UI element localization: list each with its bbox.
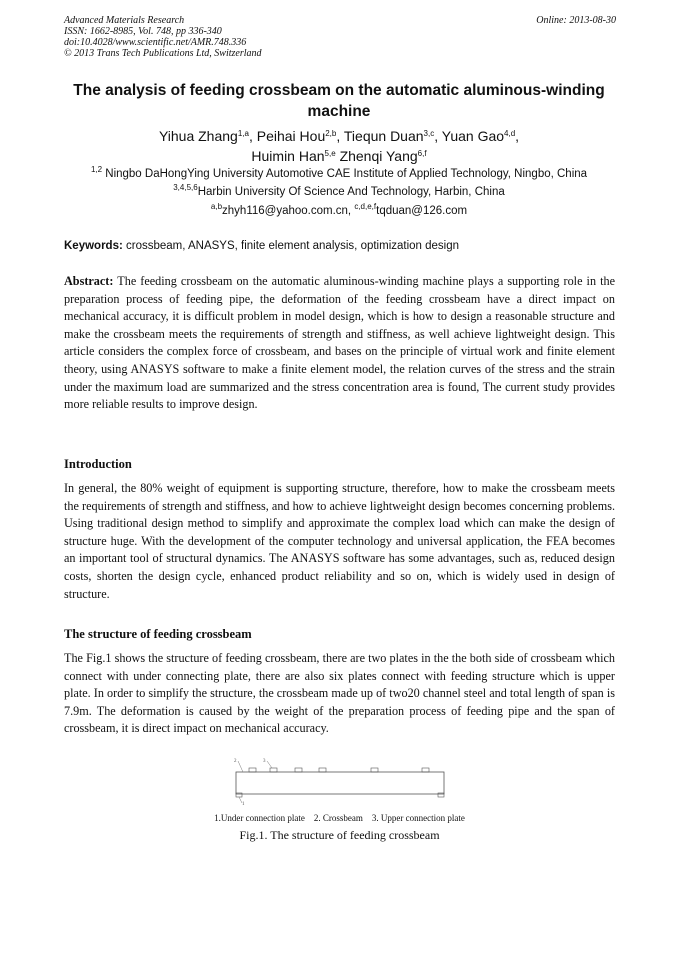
section-paragraph: The Fig.1 shows the structure of feeding crossbeam, there are two plates in the the both side of crossbeam which connect with under connecting plate, there are also six plates connect with feeding structure which is upper plate. In order to simplify the structure, the crossbeam made up of two20 channel steel and total length of span is 7.9m. The deformation is caused by the weight of the preparation process of feeding pipe and the span of crossbeam, it is direct impact on mechanical accuracy. (64, 651, 615, 736)
upper-plate (371, 768, 378, 772)
journal-name: Advanced Materials Research (64, 15, 185, 26)
figure-label-2: 2 (234, 759, 237, 764)
abstract-label: Abstract: (64, 274, 114, 288)
figure-caption: Fig.1. The structure of feeding crossbeam (239, 828, 440, 842)
author-list (60, 126, 618, 166)
abstract-text: The feeding crossbeam on the automatic aluminous-winding machine plays a supporting role in the preparation process of feeding pipe, the deformation of the feeding crossbeam have a direct impact on mechanical accuracy, it is difficult problem in model design, which is how to design a reasonable structure and make the crossbeam meets the requirements of strength and stiffness, as well achieve lightweight design. This article considers the complex force of crossbeam, and bases on the principle of virtual work and finite element theory, using ANASYS software to make a finite element model, the relation curves of the stress and the strain under the maximum load are summarized and the stress concentration area is found, The current study provides more reliable results to improve design. (64, 274, 615, 412)
author: Zhenqi Yang$^{6,f}$ (339, 148, 427, 164)
affiliation-1: $^{1,2}$ Ningbo DaHongYing University Automotive CAE Institute of Applied Technology, Ningbo, China (90, 165, 588, 180)
online-date: Online: 2013-08-30 (536, 15, 616, 26)
upper-plate (270, 768, 277, 772)
figure-label-3: 3 (263, 759, 266, 764)
under-plate-right (438, 793, 444, 797)
upper-plate (295, 768, 302, 772)
figure-label-1: 1 (242, 802, 245, 806)
keywords (64, 240, 616, 252)
author: Yihua Zhang$^{1,a}$, (158, 128, 257, 144)
abstract (64, 273, 615, 414)
section-heading: Introduction (64, 457, 132, 471)
upper-plate (422, 768, 429, 772)
crossbeam-figure (232, 756, 448, 806)
doi: doi:10.4028/www.scientific.net/AMR.748.336 (64, 37, 247, 48)
keywords-label: Keywords: (64, 240, 123, 252)
author: Tiequn Duan$^{3,c}$, (343, 128, 442, 144)
paper-title: The analysis of feeding crossbeam on the automatic aluminous-winding machine (73, 82, 605, 120)
author: Yuan Gao$^{4,d}$, (441, 128, 520, 144)
section-heading: The structure of feeding crossbeam (64, 627, 252, 641)
copyright: © 2013 Trans Tech Publications Ltd, Switzerland (64, 48, 262, 59)
upper-plate (249, 768, 256, 772)
under-plate-left (236, 793, 242, 797)
emails: $^{a,b}$zhyh116@yahoo.com.cn, $^{c,d,e,f}$tqduan@126.com (210, 202, 468, 217)
author: Huimin Han$^{5,e}$ (251, 148, 336, 164)
author: Peihai Hou$^{2,b}$, (256, 128, 344, 144)
figure-legend: 1.Under connection plate 2. Crossbeam 3. Upper connection plate (214, 813, 465, 823)
email-link[interactable]: zhyh116@yahoo.com.cn, (222, 205, 352, 217)
crossbeam-body (236, 772, 444, 794)
email-link[interactable]: tqduan@126.com (376, 205, 468, 217)
keywords-text: crossbeam, ANASYS, finite element analysis, optimization design (122, 240, 460, 252)
affiliation-2: $^{3,4,5,6}$Harbin University Of Science And Technology, Harbin, China (173, 183, 505, 198)
header-info (64, 15, 262, 59)
issn: ISSN: 1662-8985, Vol. 748, pp 336-340 (64, 26, 222, 37)
section-paragraph: In general, the 80% weight of equipment is supporting structure, therefore, how to make the crossbeam meets the requirements of strength and stiffness, and how to achieve lightweight design becomes concerning problems. Using traditional design method to simplify and approximate the complex load which can make the design of structure huge. With the development of the computer technology and universal application, the FEA becomes an important tool of structural dynamics. The ANASYS software has some advantages, such as, reduced design costs, shorten the design cycle, enhanced product reliability and so on, which is widely used in design of structure. (64, 481, 615, 601)
upper-plate (319, 768, 326, 772)
